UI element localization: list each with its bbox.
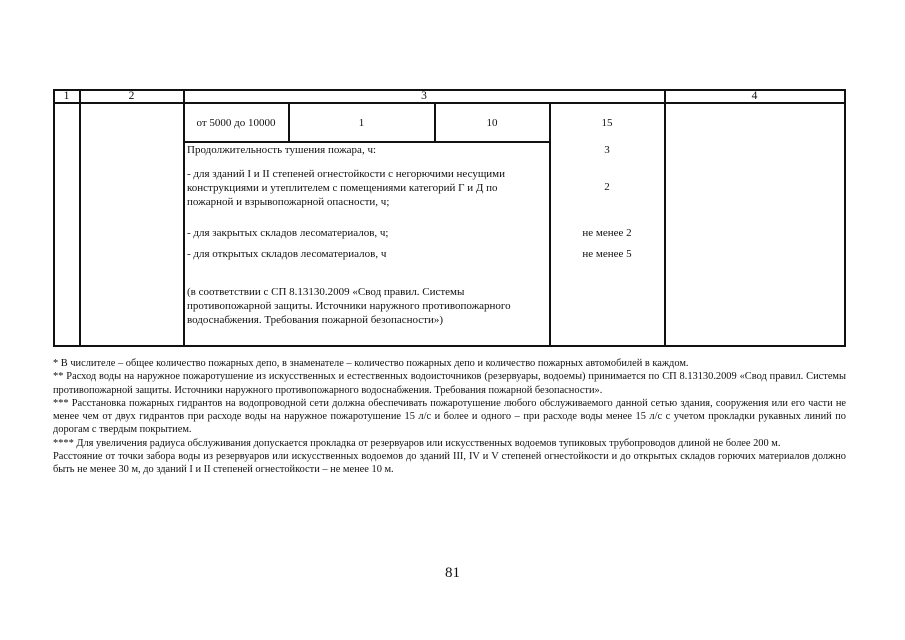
col3-col4-divider — [664, 89, 666, 347]
table-border-left — [53, 89, 55, 347]
range-value-3: 15 — [601, 117, 613, 129]
footnote-4: **** Для увеличения радиуса обслуживания допускается прокладка от резервуаров или искусственных водоемов тупиковых трубопроводов длиной не более 200 м. — [53, 437, 781, 449]
header-col-2: 2 — [128, 90, 135, 102]
duration-item1-line3: пожарной и взрывопожарной опасности, ч; — [187, 196, 390, 208]
duration-ref-line2: противопожарной защиты. Источники наружного противопожарного — [187, 300, 511, 312]
range-v2-divider — [549, 103, 551, 347]
header-col-1: 1 — [63, 90, 70, 102]
duration-ref-line1: (в соответствии с СП 8.13130.2009 «Свод правил. Системы — [187, 286, 465, 298]
footnote-3: *** Расстановка пожарных гидрантов на водопроводной сети должна обеспечивать пожаротушение любого обслуживаемого данной сетью здания, сооружения или его части не менее чем от двух гидрантов при расходе воды на наружное пожаротушение 15 л/с и более и одного – при расходе воды менее 15 л/с с учетом прокладки рукавных линий по дорогам с твердым покрытием. — [53, 397, 846, 436]
requirements-table — [53, 89, 846, 347]
duration-item1-line1: - для зданий I и II степеней огнестойкости с негорючими несущими — [187, 168, 506, 180]
footnotes — [53, 357, 846, 477]
table-border-right — [844, 89, 846, 347]
range-value-1: 1 — [358, 117, 365, 129]
header-col-4: 4 — [751, 90, 758, 102]
table-border-bottom — [53, 345, 846, 347]
duration-item2-value: не менее 2 — [582, 227, 632, 239]
range-label: от 5000 до 10000 — [196, 117, 276, 129]
duration-item1-value: 2 — [604, 181, 610, 193]
duration-title: Продолжительность тушения пожара, ч: — [187, 144, 377, 156]
duration-item3-value: не менее 5 — [582, 248, 632, 260]
footnote-1: * В числителе – общее количество пожарных депо, в знаменателе – количество пожарных депо и количество пожарных автомобилей в каждом. — [53, 358, 689, 369]
duration-ref-line3: водоснабжения. Требования пожарной безопасности») — [187, 314, 444, 326]
footnote-2: ** Расход воды на наружное пожаротушение из искусственных и естественных водоисточников (резервуары, водоемы) принимается по СП 8.13130.2009 «Свод правил. Системы противопожарной защиты. Источники наружного противопожарного водоснабжения. Требования пожарной безопасности». — [53, 371, 846, 396]
page-number: 81 — [445, 565, 460, 581]
range-value-2: 10 — [486, 117, 498, 129]
col1-col2-divider — [79, 89, 81, 347]
header-col-3: 3 — [421, 90, 427, 102]
duration-item3: - для открытых складов лесоматериалов, ч — [187, 248, 387, 260]
footnote-5: Расстояние от точки забора воды из резервуаров или искусственных водоемов до зданий III, IV и V степеней огнестойкости и до открытых складов горючих материалов должно быть не менее 30 м, до зданий I и II степеней огнестойкости – не менее 10 м. — [53, 451, 846, 476]
duration-title-value: 3 — [604, 144, 610, 156]
duration-item1-line2: конструкциями и утеплителем с помещениями категорий Г и Д по — [187, 182, 498, 194]
duration-item2: - для закрытых складов лесоматериалов, ч; — [187, 227, 389, 239]
